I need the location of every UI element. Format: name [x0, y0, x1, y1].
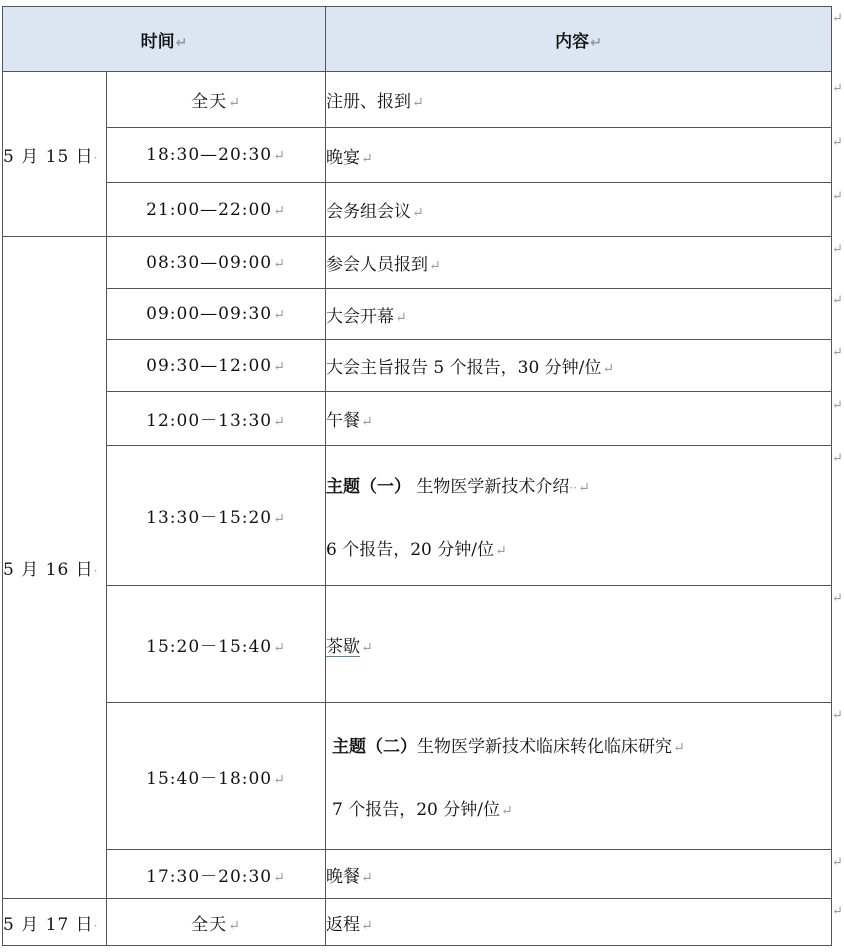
row-end-marks [832, 0, 844, 952]
time-cell: 08:30—09:00↵ [107, 237, 326, 289]
content-cell: 注册、报到↵ [326, 72, 832, 128]
table-row [3, 72, 832, 128]
time-cell: 15:40－18:00↵ [107, 703, 326, 850]
content-cell [326, 446, 832, 586]
table-row [3, 586, 832, 703]
time-cell: 全天↵ [107, 72, 326, 128]
detail-line: 7 个报告，20 分钟/位↵ [332, 800, 513, 820]
row-end-mark: ↵ [832, 904, 843, 919]
content-cell [326, 703, 832, 850]
row-end-mark: ↵ [832, 591, 843, 606]
content-cell: 晚餐↵ [326, 850, 832, 899]
time-cell: 12:00－13:30↵ [107, 392, 326, 446]
table-row [3, 899, 832, 946]
content-cell: 午餐↵ [326, 392, 832, 446]
time-cell: 15:20－15:40↵ [107, 586, 326, 703]
time-cell: 17:30－20:30↵ [107, 850, 326, 899]
content-cell: 大会开幕↵ [326, 289, 832, 340]
header-row [3, 7, 832, 72]
table-row [3, 183, 832, 237]
schedule-table [2, 6, 832, 946]
table-row [3, 703, 832, 850]
row-end-mark: ↵ [832, 708, 843, 723]
time-cell: 全天↵ [107, 899, 326, 946]
row-end-mark: ↵ [832, 135, 843, 150]
header-content: 内容↵ [326, 7, 832, 72]
row-end-mark: ↵ [832, 398, 843, 413]
topic-line: 主题（二）生物医学新技术临床转化临床研究↵ [332, 737, 685, 757]
table-row [3, 237, 832, 289]
time-cell: 09:30—12:00↵ [107, 340, 326, 392]
detail-line: 6 个报告，20 分钟/位↵ [326, 539, 507, 560]
date-cell: 5 月 15 日· [3, 72, 107, 237]
time-cell: 21:00—22:00↵ [107, 183, 326, 237]
content-cell: 晚宴↵ [326, 128, 832, 183]
time-cell: 18:30—20:30↵ [107, 128, 326, 183]
row-end-mark: ↵ [832, 242, 843, 257]
content-cell: 大会主旨报告 5 个报告，30 分钟/位↵ [326, 340, 832, 392]
topic-line: 主题（一） 生物医学新技术介绍··↵ [326, 476, 590, 497]
row-end-mark: ↵ [832, 189, 843, 204]
content-cell: 茶歇↵ [326, 586, 832, 703]
time-cell: 13:30－15:20↵ [107, 446, 326, 586]
date-cell: 5 月 17 日· [3, 899, 107, 946]
table-row [3, 289, 832, 340]
table-row [3, 340, 832, 392]
row-end-mark: ↵ [832, 293, 843, 308]
table-row [3, 850, 832, 899]
row-end-mark: ↵ [832, 81, 843, 96]
row-end-mark: ↵ [832, 345, 843, 360]
content-cell: 参会人员报到↵ [326, 237, 832, 289]
table-row [3, 446, 832, 586]
header-time: 时间↵ [3, 7, 326, 72]
row-end-mark: ↵ [832, 451, 843, 466]
table-row [3, 128, 832, 183]
table-row [3, 392, 832, 446]
row-end-mark: ↵ [832, 11, 843, 26]
date-cell: 5 月 16 日· [3, 237, 107, 899]
row-end-mark: ↵ [832, 855, 843, 870]
time-cell: 09:00—09:30↵ [107, 289, 326, 340]
content-cell: 返程↵ [326, 899, 832, 946]
content-cell: 会务组会议↵ [326, 183, 832, 237]
